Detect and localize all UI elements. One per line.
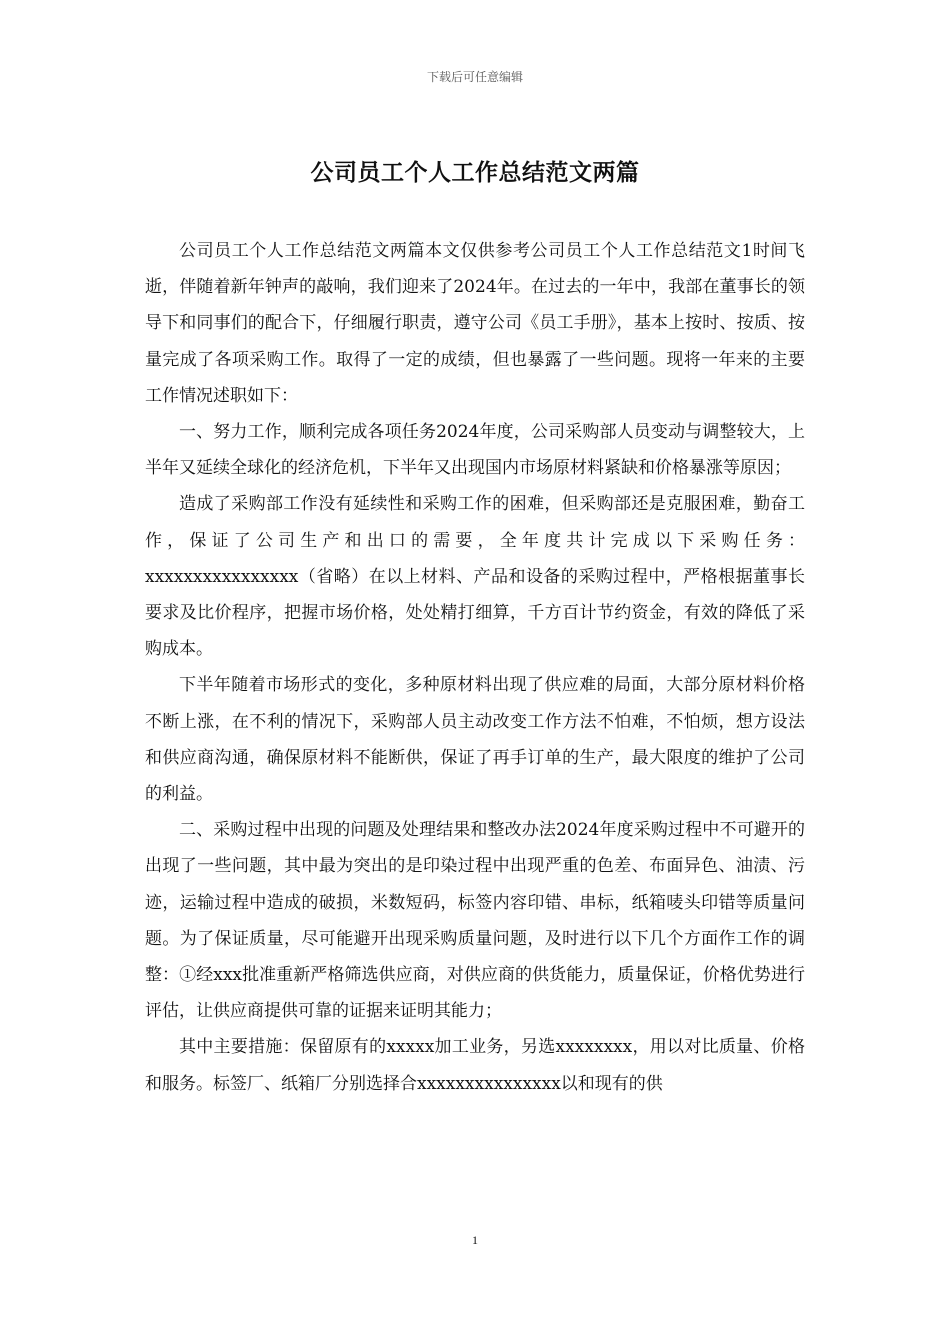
paragraph: 其中主要措施：保留原有的xxxxx加工业务，另选xxxxxxxx，用以对比质量、价格和服务。标签厂、纸箱厂分别选择合xxxxxxxxxxxxxxx以和现有的供	[145, 1037, 805, 1094]
document-title: 公司员工个人工作总结范文两篇	[310, 159, 640, 186]
paragraph: 二、采购过程中出现的问题及处理结果和整改办法2024年度采购过程中不可避开的出现了一些问题，其中最为突出的是印染过程中出现严重的色差、布面异色、油渍、污迹，运输过程中造成的破损，米数短码，标签内容印错、串标，纸箱唛头印错等质量问题。为了保证质量，尽可能避开出现采购质量问题，及时进行以下几个方面作工作的调整：①经xxx批准重新严格筛选供应商，对供应商的供货能力，质量保证，价格优势进行评估，让供应商提供可靠的证据来证明其能力；	[145, 820, 805, 1022]
page-number: 1	[472, 1233, 478, 1247]
paragraph: 一、努力工作，顺利完成各项任务2024年度，公司采购部人员变动与调整较大，上半年又延续全球化的经济危机，下半年又出现国内市场原材料紧缺和价格暴涨等原因；	[145, 422, 805, 479]
paragraph: 下半年随着市场形式的变化，多种原材料出现了供应难的局面，大部分原材料价格不断上涨，在不利的情况下，采购部人员主动改变工作方法不怕难，不怕烦，想方设法和供应商沟通，确保原材料不能断供，保证了再手订单的生产，最大限度的维护了公司的利益。	[145, 675, 805, 805]
paragraph: 公司员工个人工作总结范文两篇本文仅供参考公司员工个人工作总结范文1时间飞逝，伴随着新年钟声的敲响，我们迎来了2024年。在过去的一年中，我部在董事长的领导下和同事们的配合下，仔细履行职责，遵守公司《员工手册》，基本上按时、按质、按量完成了各项采购工作。取得了一定的成绩，但也暴露了一些问题。现将一年来的主要工作情况述职如下：	[145, 241, 805, 406]
document-body	[145, 233, 805, 1102]
paragraph: 造成了采购部工作没有延续性和采购工作的困难，但采购部还是克服困难，勤奋工作，保证了公司生产和出口的需要，全年度共计完成以下采购任务：xxxxxxxxxxxxxxxx（省略）在以上材料、产品和设备的采购过程中，严格根据董事长要求及比价程序，把握市场价格，处处精打细算，千方百计节约资金，有效的降低了采购成本。	[145, 494, 805, 660]
header-note: 下载后可任意编辑	[426, 70, 523, 84]
